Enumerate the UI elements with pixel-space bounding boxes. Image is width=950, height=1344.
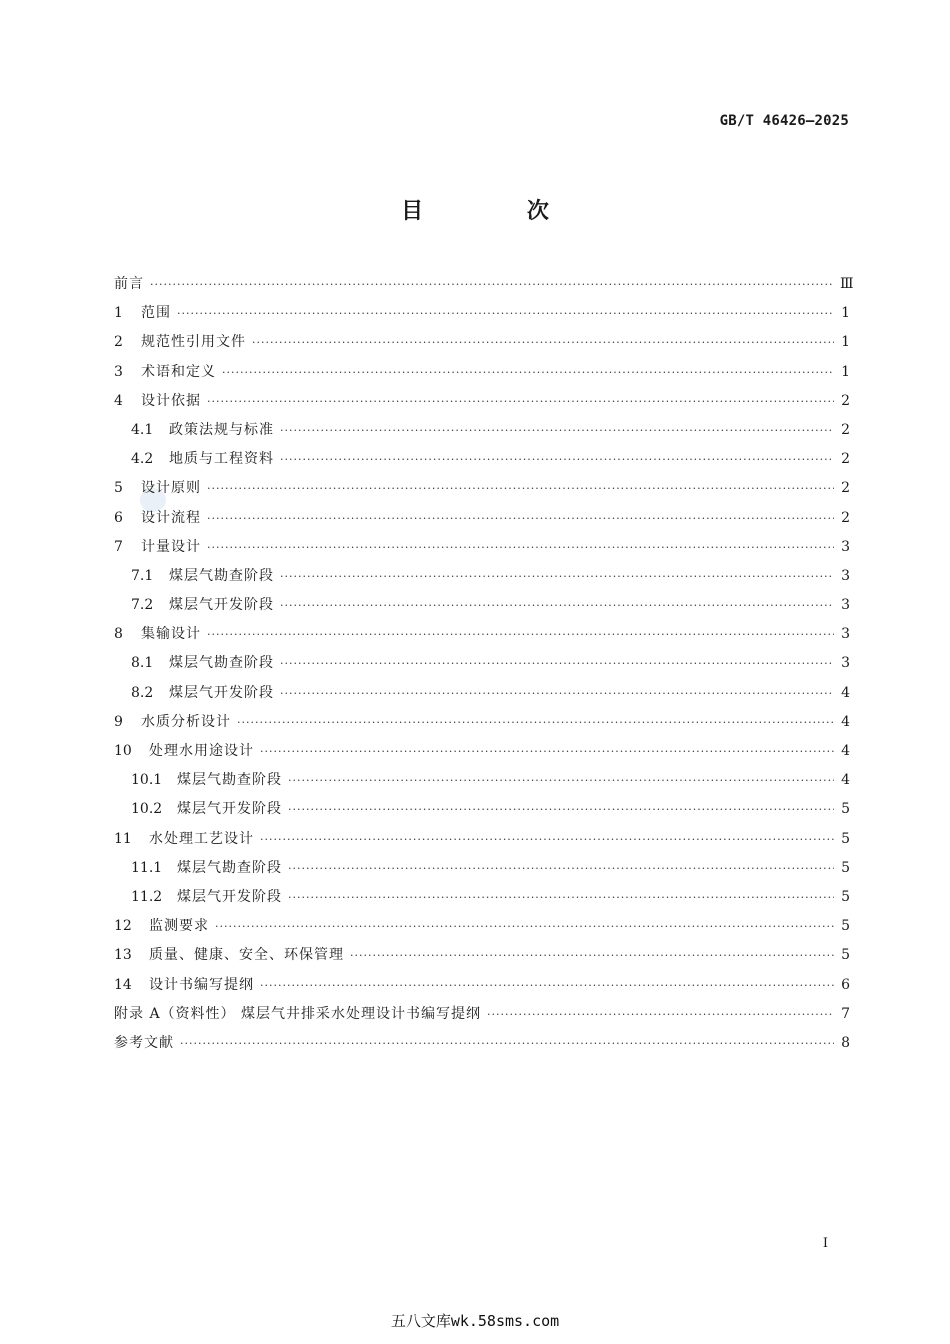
toc-entry[interactable]: [114, 445, 850, 474]
toc-entry[interactable]: [114, 941, 850, 970]
toc-entry-title: 地质与工程资料: [169, 451, 274, 468]
toc-dot-leader: [280, 649, 834, 678]
toc-dot-leader: [260, 971, 834, 1000]
toc-entry-title: 煤层气勘查阶段: [177, 772, 282, 789]
toc-entry-page: 3: [841, 538, 850, 555]
toc-entry-number: 11.2: [131, 888, 163, 905]
toc-entry-title: 范围: [141, 305, 171, 322]
toc-entry-title: 集输设计: [141, 626, 201, 643]
toc-dot-leader: [177, 299, 834, 328]
toc-entry-number: 13: [114, 947, 132, 964]
toc-entry-title: 前言: [114, 276, 144, 292]
toc-entry-title: 煤层气开发阶段: [177, 888, 282, 905]
toc-entry-page: 8: [841, 1034, 850, 1051]
toc-entry[interactable]: [114, 649, 850, 678]
toc-dot-leader: [150, 270, 834, 299]
toc-entry-number: 6: [114, 509, 123, 526]
toc-entry-page: 7: [841, 1005, 850, 1022]
toc-entry-page: 2: [841, 421, 850, 438]
toc-entry-page: 6: [841, 976, 850, 993]
page-number: Ⅰ: [822, 1236, 828, 1251]
toc-entry-page: 3: [841, 597, 850, 614]
toc-entry-number: 9: [114, 713, 123, 730]
toc-entry-title: 煤层气勘查阶段: [169, 567, 274, 584]
toc-entry-page: 5: [841, 801, 850, 818]
toc-dot-leader: [207, 504, 834, 533]
toc-entry-title: 设计原则: [141, 480, 201, 497]
toc-entry-number: 11.1: [131, 859, 163, 876]
toc-entry-number: 2: [114, 334, 123, 351]
toc-dot-leader: [280, 591, 834, 620]
toc-entry-page: 1: [841, 305, 850, 322]
toc-entry[interactable]: [114, 795, 850, 824]
toc-entry-number: 3: [114, 363, 123, 380]
toc-dot-leader: [260, 825, 834, 854]
toc-entry-title: 设计书编写提纲: [149, 976, 254, 993]
toc-entry-title: 煤层气勘查阶段: [177, 859, 282, 876]
toc-entry-number: 8: [114, 626, 123, 643]
toc-entry[interactable]: [114, 270, 854, 299]
toc-dot-leader: [280, 416, 834, 445]
toc-entry[interactable]: [114, 1029, 850, 1058]
toc-entry-page: 5: [841, 947, 850, 964]
toc-entry[interactable]: [114, 679, 850, 708]
toc-entry[interactable]: [114, 737, 850, 766]
toc-entry-page: 2: [841, 509, 850, 526]
toc-entry-title: 质量、健康、安全、环保管理: [149, 947, 344, 964]
toc-dot-leader: [207, 533, 834, 562]
toc-entry-title: 附录 A（资料性） 煤层气井排采水处理设计书编写提纲: [114, 1005, 482, 1022]
toc-entry-title: 煤层气开发阶段: [169, 684, 274, 701]
toc-dot-leader: [260, 737, 834, 766]
toc-entry-number: 8.1: [131, 655, 154, 672]
toc-entry-title: 监测要求: [149, 918, 209, 935]
toc-entry-title: 煤层气勘查阶段: [169, 655, 274, 672]
toc-dot-leader: [487, 1000, 834, 1029]
toc-entry-number: 10.1: [131, 772, 163, 789]
site-watermark: 五八文库wk.58sms.com: [390, 1312, 560, 1330]
toc-entry[interactable]: [114, 883, 850, 912]
toc-entry[interactable]: [114, 533, 850, 562]
toc-entry-number: 11: [114, 830, 132, 847]
toc-entry-page: 3: [841, 567, 850, 584]
toc-dot-leader: [280, 562, 834, 591]
toc-entry-title: 规范性引用文件: [141, 334, 246, 351]
toc-dot-leader: [350, 941, 834, 970]
toc-entry-title: 术语和定义: [141, 363, 216, 380]
table-of-contents: [114, 270, 854, 1058]
toc-entry-page: 1: [841, 363, 850, 380]
toc-entry-page: 3: [841, 626, 850, 643]
standard-number: GB/T 46426—2025: [719, 113, 849, 129]
toc-entry[interactable]: [114, 562, 850, 591]
toc-entry-number: 7: [114, 538, 123, 555]
toc-dot-leader: [288, 854, 834, 883]
toc-entry-number: 8.2: [131, 684, 154, 701]
toc-entry-title: 煤层气开发阶段: [169, 597, 274, 614]
toc-entry-title: 煤层气开发阶段: [177, 801, 282, 818]
toc-entry-page: 5: [841, 859, 850, 876]
toc-entry-title: 水质分析设计: [141, 713, 231, 730]
toc-entry-title: 参考文献: [114, 1034, 174, 1051]
toc-entry-title: 处理水用途设计: [149, 743, 254, 759]
toc-entry-page: 5: [841, 918, 850, 935]
toc-dot-leader: [207, 620, 834, 649]
toc-dot-leader: [207, 387, 834, 416]
toc-entry-page: Ⅲ: [840, 276, 854, 292]
toc-entry-number: 4: [114, 392, 123, 409]
toc-entry-title: 水处理工艺设计: [149, 830, 254, 847]
toc-entry[interactable]: [114, 854, 850, 883]
toc-entry-number: 4.2: [131, 451, 154, 468]
toc-entry-number: 4.1: [131, 421, 154, 438]
toc-entry-number: 12: [114, 918, 132, 935]
toc-entry[interactable]: [114, 912, 850, 941]
toc-entry[interactable]: [114, 620, 850, 649]
toc-entry-title: 计量设计: [141, 538, 201, 555]
page-title: 目 次: [401, 199, 597, 224]
toc-entry-page: 4: [841, 684, 850, 701]
toc-dot-leader: [280, 445, 834, 474]
toc-entry[interactable]: [114, 299, 850, 328]
toc-entry-number: 1: [114, 305, 123, 322]
toc-dot-leader: [180, 1029, 834, 1058]
toc-entry[interactable]: [114, 358, 850, 387]
toc-dot-leader: [252, 328, 834, 357]
toc-entry-page: 2: [841, 480, 850, 497]
toc-dot-leader: [207, 474, 834, 503]
toc-entry-page: 5: [841, 830, 850, 847]
toc-entry-number: 5: [114, 480, 123, 497]
toc-entry-title: 设计流程: [141, 509, 201, 526]
toc-entry[interactable]: [114, 591, 850, 620]
toc-entry-title: 政策法规与标准: [169, 421, 274, 438]
toc-dot-leader: [288, 795, 834, 824]
toc-entry-page: 4: [841, 713, 850, 730]
toc-dot-leader: [288, 883, 834, 912]
toc-dot-leader: [222, 358, 834, 387]
toc-entry-page: 2: [841, 451, 850, 468]
toc-entry[interactable]: [114, 504, 850, 533]
toc-entry-page: 4: [841, 743, 850, 759]
toc-entry-page: 3: [841, 655, 850, 672]
toc-entry-number: 7.2: [131, 597, 154, 614]
toc-entry[interactable]: [114, 474, 850, 503]
toc-entry[interactable]: [114, 387, 850, 416]
toc-entry-number: 10: [114, 743, 132, 759]
toc-entry-page: 5: [841, 888, 850, 905]
toc-dot-leader: [237, 708, 834, 737]
toc-entry[interactable]: [114, 766, 850, 795]
toc-entry[interactable]: [114, 708, 850, 737]
toc-entry-page: 4: [841, 772, 850, 789]
toc-entry-title: 设计依据: [141, 392, 201, 409]
toc-entry-number: 14: [114, 976, 132, 993]
toc-dot-leader: [288, 766, 834, 795]
toc-dot-leader: [215, 912, 834, 941]
toc-entry-page: 2: [841, 392, 850, 409]
toc-entry[interactable]: [114, 971, 850, 1000]
toc-entry-number: 7.1: [131, 567, 154, 584]
toc-entry[interactable]: [114, 416, 850, 445]
toc-dot-leader: [280, 679, 834, 708]
toc-entry[interactable]: [114, 825, 850, 854]
toc-entry[interactable]: [114, 328, 850, 357]
toc-entry-number: 10.2: [131, 801, 163, 818]
toc-entry-page: 1: [841, 334, 850, 351]
toc-entry[interactable]: [114, 1000, 850, 1029]
